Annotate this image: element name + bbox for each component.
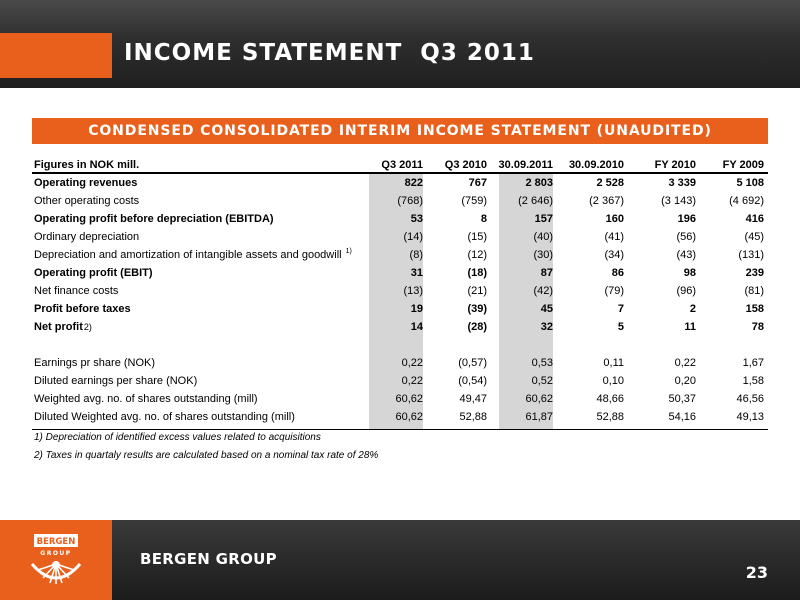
table-cell: 98 xyxy=(683,267,696,279)
table-cell: 0,53 xyxy=(531,357,553,369)
table-cell: (14) xyxy=(403,231,423,243)
table-row xyxy=(32,390,768,408)
table-cell: 52,88 xyxy=(596,411,624,423)
footer-accent xyxy=(0,520,112,600)
table-cell: 158 xyxy=(745,303,764,315)
table-row xyxy=(32,318,768,336)
table-cell: (81) xyxy=(744,285,764,297)
table-cell: 46,56 xyxy=(736,393,764,405)
table-cell: 49,47 xyxy=(459,393,487,405)
table-bottom-divider xyxy=(32,429,768,430)
table-cell: 32 xyxy=(540,321,553,333)
footnote-marker: 2) xyxy=(83,322,92,332)
table-cell: (2 646) xyxy=(518,195,553,207)
header-cell: 30.09.2011 xyxy=(498,159,553,171)
table-row xyxy=(32,228,768,246)
table-cell: (12) xyxy=(467,249,487,261)
table-cell: 61,87 xyxy=(525,411,553,423)
table-cell: 60,62 xyxy=(525,393,553,405)
logo-text-top: BERGEN xyxy=(36,537,76,547)
header-accent xyxy=(0,33,112,78)
footer-bar xyxy=(0,520,800,600)
table-cell: (56) xyxy=(676,231,696,243)
table-cell: (4 692) xyxy=(729,195,764,207)
table-row xyxy=(32,264,768,282)
statement-subheading: CONDENSED CONSOLIDATED INTERIM INCOME STATEMENT (UNAUDITED) xyxy=(32,118,768,144)
table-cell: (79) xyxy=(604,285,624,297)
bergen-group-logo-icon xyxy=(28,534,84,590)
table-cell: 7 xyxy=(617,303,624,315)
table-cell: (759) xyxy=(461,195,487,207)
table-cell: (96) xyxy=(676,285,696,297)
table-cell: 2 528 xyxy=(596,177,624,189)
table-cell: 31 xyxy=(410,267,423,279)
table-cell: (13) xyxy=(403,285,423,297)
footnote-2: 2) Taxes in quartaly results are calculated based on a nominal tax rate of 28% xyxy=(34,450,379,461)
row-label: Profit before taxes xyxy=(34,303,131,315)
table-row xyxy=(32,174,768,192)
table-cell: 3 339 xyxy=(668,177,696,189)
table-cell: (30) xyxy=(533,249,553,261)
table-row xyxy=(32,372,768,390)
header-cell: Q3 2011 xyxy=(381,159,423,171)
logo-text-bottom: GROUP xyxy=(40,550,72,557)
row-label: Operating profit before depreciation (EBITDA) xyxy=(34,213,274,225)
table-cell: (41) xyxy=(604,231,624,243)
table-cell: 0,52 xyxy=(531,375,553,387)
table-cell: 87 xyxy=(540,267,553,279)
header-cell: Q3 2010 xyxy=(444,159,487,171)
table-cell: 0,22 xyxy=(674,357,696,369)
table-cell: (18) xyxy=(467,267,487,279)
table-cell: 0,22 xyxy=(401,375,423,387)
footer-brand-name: BERGEN GROUP xyxy=(140,550,277,568)
table-cell: (34) xyxy=(604,249,624,261)
row-label: Ordinary depreciation xyxy=(34,231,140,243)
table-cell: (28) xyxy=(467,321,487,333)
row-label: Net finance costs xyxy=(34,285,119,297)
table-cell: 11 xyxy=(684,321,696,333)
table-row xyxy=(32,282,768,300)
table-cell: (2 367) xyxy=(589,195,624,207)
footnote-1: 1) Depreciation of identified excess values related to acquisitions xyxy=(34,432,321,443)
table-cell: (40) xyxy=(533,231,553,243)
table-cell: (768) xyxy=(397,195,423,207)
footnote-marker: 1) xyxy=(345,248,352,256)
page-title: INCOME STATEMENT Q3 2011 xyxy=(124,40,535,66)
table-cell: 54,16 xyxy=(668,411,696,423)
table-cell: 48,66 xyxy=(596,393,624,405)
row-label: Depreciation and amortization of intangible assets and goodwill $^{1)}$ xyxy=(34,248,352,261)
table-cell: 45 xyxy=(540,303,553,315)
header-cell: FY 2009 xyxy=(722,159,764,171)
table-cell: 196 xyxy=(677,213,696,225)
table-cell: (0,54) xyxy=(458,375,487,387)
table-row xyxy=(32,336,768,354)
table-cell: 49,13 xyxy=(736,411,764,423)
table-row xyxy=(32,354,768,372)
header-cell: Figures in NOK mill. xyxy=(34,159,140,171)
table-cell: 1,58 xyxy=(742,375,764,387)
table-cell: (39) xyxy=(467,303,487,315)
table-cell: (8) xyxy=(409,249,423,261)
table-cell: 14 xyxy=(410,321,423,333)
page-number: 23 xyxy=(745,563,768,582)
table-row xyxy=(32,300,768,318)
table-cell: 0,22 xyxy=(401,357,423,369)
row-label: Operating revenues xyxy=(34,177,138,189)
table-cell: (0,57) xyxy=(458,357,487,369)
header-cell: FY 2010 xyxy=(654,159,696,171)
row-label: Weighted avg. no. of shares outstanding (mill) xyxy=(34,393,258,405)
header-cell: 30.09.2010 xyxy=(568,159,624,171)
table-cell: (3 143) xyxy=(661,195,696,207)
table-cell: 19 xyxy=(410,303,423,315)
table-cell: (42) xyxy=(533,285,553,297)
table-cell: 767 xyxy=(468,177,487,189)
table-cell: 78 xyxy=(751,321,764,333)
row-label: Diluted earnings per share (NOK) xyxy=(34,375,198,387)
table-cell: 53 xyxy=(410,213,423,225)
table-row xyxy=(32,408,768,426)
table-cell: 157 xyxy=(534,213,553,225)
table-cell: 416 xyxy=(745,213,764,225)
row-label: Net profit2) xyxy=(34,321,92,333)
table-cell: 2 xyxy=(689,303,696,315)
row-label: Operating profit (EBIT) xyxy=(34,267,153,279)
table-cell: 60,62 xyxy=(395,411,423,423)
table-row xyxy=(32,192,768,210)
table-cell: 1,67 xyxy=(742,357,764,369)
row-label: Diluted Weighted avg. no. of shares outstanding (mill) xyxy=(34,411,295,423)
table-cell: 86 xyxy=(611,267,624,279)
table-cell: 2 803 xyxy=(525,177,553,189)
table-cell: (15) xyxy=(467,231,487,243)
table-cell: 822 xyxy=(404,177,423,189)
table-row xyxy=(32,246,768,264)
table-cell: (43) xyxy=(676,249,696,261)
table-cell: 5 108 xyxy=(736,177,764,189)
table-cell: 60,62 xyxy=(395,393,423,405)
table-row xyxy=(32,210,768,228)
table-cell: (131) xyxy=(738,249,764,261)
table-cell: 8 xyxy=(480,213,487,225)
table-cell: 5 xyxy=(617,321,624,333)
table-cell: 52,88 xyxy=(459,411,487,423)
table-cell: (45) xyxy=(744,231,764,243)
table-cell: 0,10 xyxy=(602,375,624,387)
table-cell: 160 xyxy=(605,213,624,225)
row-label: Earnings pr share (NOK) xyxy=(34,357,156,369)
table-cell: 0,20 xyxy=(674,375,696,387)
table-cell: 50,37 xyxy=(668,393,696,405)
row-label: Other operating costs xyxy=(34,195,140,207)
table-cell: (21) xyxy=(467,285,487,297)
table-cell: 0,11 xyxy=(603,357,624,369)
table-cell: 239 xyxy=(745,267,764,279)
